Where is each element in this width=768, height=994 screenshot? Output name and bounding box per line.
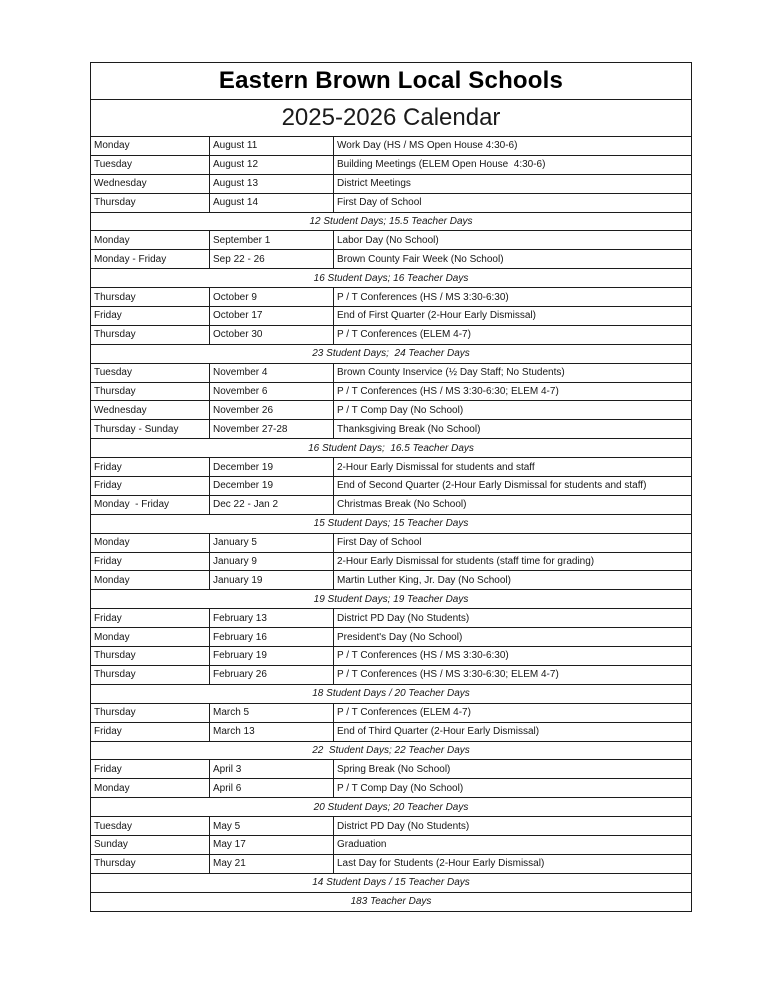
day-cell: Thursday - Sunday (91, 420, 210, 439)
date-cell: January 9 (210, 552, 334, 571)
description-cell: P / T Comp Day (No School) (334, 779, 692, 798)
event-row (91, 401, 692, 420)
event-row (91, 458, 692, 477)
day-cell: Wednesday (91, 174, 210, 193)
summary-row (91, 590, 692, 609)
day-cell: Friday (91, 477, 210, 496)
day-cell: Tuesday (91, 363, 210, 382)
summary-row (91, 269, 692, 288)
page-subtitle: 2025-2026 Calendar (91, 100, 692, 137)
summary-text: 14 Student Days / 15 Teacher Days (91, 873, 692, 892)
description-cell: P / T Conferences (HS / MS 3:30-6:30; ELEM 4-7) (334, 665, 692, 684)
date-cell: February 19 (210, 647, 334, 666)
summary-row (91, 873, 692, 892)
date-cell: December 19 (210, 477, 334, 496)
day-cell: Friday (91, 307, 210, 326)
day-cell: Thursday (91, 665, 210, 684)
event-row (91, 533, 692, 552)
description-cell: Last Day for Students (2-Hour Early Dismissal) (334, 854, 692, 873)
event-row (91, 817, 692, 836)
day-cell: Friday (91, 760, 210, 779)
description-cell: 2-Hour Early Dismissal for students and staff (334, 458, 692, 477)
calendar-table (90, 62, 692, 912)
summary-row (91, 798, 692, 817)
date-cell: March 5 (210, 703, 334, 722)
event-row (91, 854, 692, 873)
event-row (91, 571, 692, 590)
date-cell: Sep 22 - 26 (210, 250, 334, 269)
date-cell: November 4 (210, 363, 334, 382)
date-cell: February 13 (210, 609, 334, 628)
description-cell: Labor Day (No School) (334, 231, 692, 250)
description-cell: Brown County Inservice (½ Day Staff; No Students) (334, 363, 692, 382)
day-cell: Friday (91, 609, 210, 628)
description-cell: P / T Conferences (ELEM 4-7) (334, 703, 692, 722)
description-cell: District Meetings (334, 174, 692, 193)
date-cell: November 26 (210, 401, 334, 420)
day-cell: Sunday (91, 835, 210, 854)
event-row (91, 628, 692, 647)
event-row (91, 703, 692, 722)
date-cell: December 19 (210, 458, 334, 477)
date-cell: November 6 (210, 382, 334, 401)
description-cell: First Day of School (334, 193, 692, 212)
summary-text: 23 Student Days; 24 Teacher Days (91, 344, 692, 363)
summary-text: 183 Teacher Days (91, 892, 692, 911)
date-cell: January 5 (210, 533, 334, 552)
summary-row (91, 344, 692, 363)
event-row (91, 477, 692, 496)
summary-row (91, 212, 692, 231)
summary-text: 19 Student Days; 19 Teacher Days (91, 590, 692, 609)
event-row (91, 325, 692, 344)
description-cell: P / T Conferences (HS / MS 3:30-6:30) (334, 288, 692, 307)
day-cell: Thursday (91, 382, 210, 401)
description-cell: P / T Comp Day (No School) (334, 401, 692, 420)
event-row (91, 174, 692, 193)
description-cell: P / T Conferences (ELEM 4-7) (334, 325, 692, 344)
event-row (91, 779, 692, 798)
event-row (91, 609, 692, 628)
date-cell: Dec 22 - Jan 2 (210, 495, 334, 514)
event-row (91, 155, 692, 174)
day-cell: Monday (91, 137, 210, 156)
day-cell: Thursday (91, 325, 210, 344)
summary-row (91, 892, 692, 911)
summary-row (91, 684, 692, 703)
day-cell: Tuesday (91, 155, 210, 174)
event-row (91, 382, 692, 401)
date-cell: November 27-28 (210, 420, 334, 439)
subtitle-row (91, 100, 692, 137)
date-cell: April 3 (210, 760, 334, 779)
date-cell: May 17 (210, 835, 334, 854)
date-cell: January 19 (210, 571, 334, 590)
title-row (91, 63, 692, 100)
event-row (91, 495, 692, 514)
date-cell: August 11 (210, 137, 334, 156)
description-cell: End of Third Quarter (2-Hour Early Dismissal) (334, 722, 692, 741)
summary-row (91, 439, 692, 458)
description-cell: First Day of School (334, 533, 692, 552)
event-row (91, 307, 692, 326)
description-cell: Brown County Fair Week (No School) (334, 250, 692, 269)
event-row (91, 647, 692, 666)
event-row (91, 420, 692, 439)
description-cell: 2-Hour Early Dismissal for students (staff time for grading) (334, 552, 692, 571)
summary-text: 12 Student Days; 15.5 Teacher Days (91, 212, 692, 231)
event-row (91, 722, 692, 741)
date-cell: August 14 (210, 193, 334, 212)
day-cell: Monday (91, 533, 210, 552)
date-cell: April 6 (210, 779, 334, 798)
event-row (91, 231, 692, 250)
day-cell: Friday (91, 552, 210, 571)
event-row (91, 288, 692, 307)
summary-text: 18 Student Days / 20 Teacher Days (91, 684, 692, 703)
description-cell: Christmas Break (No School) (334, 495, 692, 514)
day-cell: Monday - Friday (91, 250, 210, 269)
date-cell: February 16 (210, 628, 334, 647)
description-cell: Martin Luther King, Jr. Day (No School) (334, 571, 692, 590)
description-cell: District PD Day (No Students) (334, 609, 692, 628)
date-cell: May 21 (210, 854, 334, 873)
summary-text: 22 Student Days; 22 Teacher Days (91, 741, 692, 760)
description-cell: Graduation (334, 835, 692, 854)
description-cell: P / T Conferences (HS / MS 3:30-6:30) (334, 647, 692, 666)
day-cell: Monday (91, 231, 210, 250)
calendar-rows (91, 137, 692, 912)
summary-row (91, 741, 692, 760)
day-cell: Monday - Friday (91, 495, 210, 514)
description-cell: President's Day (No School) (334, 628, 692, 647)
event-row (91, 835, 692, 854)
date-cell: October 17 (210, 307, 334, 326)
event-row (91, 760, 692, 779)
event-row (91, 665, 692, 684)
day-cell: Thursday (91, 288, 210, 307)
day-cell: Monday (91, 628, 210, 647)
date-cell: March 13 (210, 722, 334, 741)
day-cell: Thursday (91, 854, 210, 873)
summary-text: 16 Student Days; 16 Teacher Days (91, 269, 692, 288)
date-cell: August 13 (210, 174, 334, 193)
summary-row (91, 514, 692, 533)
description-cell: Work Day (HS / MS Open House 4:30-6) (334, 137, 692, 156)
description-cell: District PD Day (No Students) (334, 817, 692, 836)
day-cell: Thursday (91, 647, 210, 666)
day-cell: Wednesday (91, 401, 210, 420)
day-cell: Monday (91, 779, 210, 798)
date-cell: October 9 (210, 288, 334, 307)
event-row (91, 193, 692, 212)
description-cell: Building Meetings (ELEM Open House 4:30-6) (334, 155, 692, 174)
day-cell: Monday (91, 571, 210, 590)
day-cell: Thursday (91, 703, 210, 722)
day-cell: Thursday (91, 193, 210, 212)
description-cell: Thanksgiving Break (No School) (334, 420, 692, 439)
date-cell: August 12 (210, 155, 334, 174)
summary-text: 16 Student Days; 16.5 Teacher Days (91, 439, 692, 458)
event-row (91, 552, 692, 571)
date-cell: February 26 (210, 665, 334, 684)
event-row (91, 250, 692, 269)
description-cell: End of First Quarter (2-Hour Early Dismissal) (334, 307, 692, 326)
day-cell: Tuesday (91, 817, 210, 836)
summary-text: 20 Student Days; 20 Teacher Days (91, 798, 692, 817)
description-cell: End of Second Quarter (2-Hour Early Dismissal for students and staff) (334, 477, 692, 496)
day-cell: Friday (91, 458, 210, 477)
event-row (91, 137, 692, 156)
page-title: Eastern Brown Local Schools (91, 63, 692, 100)
description-cell: Spring Break (No School) (334, 760, 692, 779)
day-cell: Friday (91, 722, 210, 741)
date-cell: May 5 (210, 817, 334, 836)
summary-text: 15 Student Days; 15 Teacher Days (91, 514, 692, 533)
description-cell: P / T Conferences (HS / MS 3:30-6:30; ELEM 4-7) (334, 382, 692, 401)
date-cell: October 30 (210, 325, 334, 344)
event-row (91, 363, 692, 382)
date-cell: September 1 (210, 231, 334, 250)
